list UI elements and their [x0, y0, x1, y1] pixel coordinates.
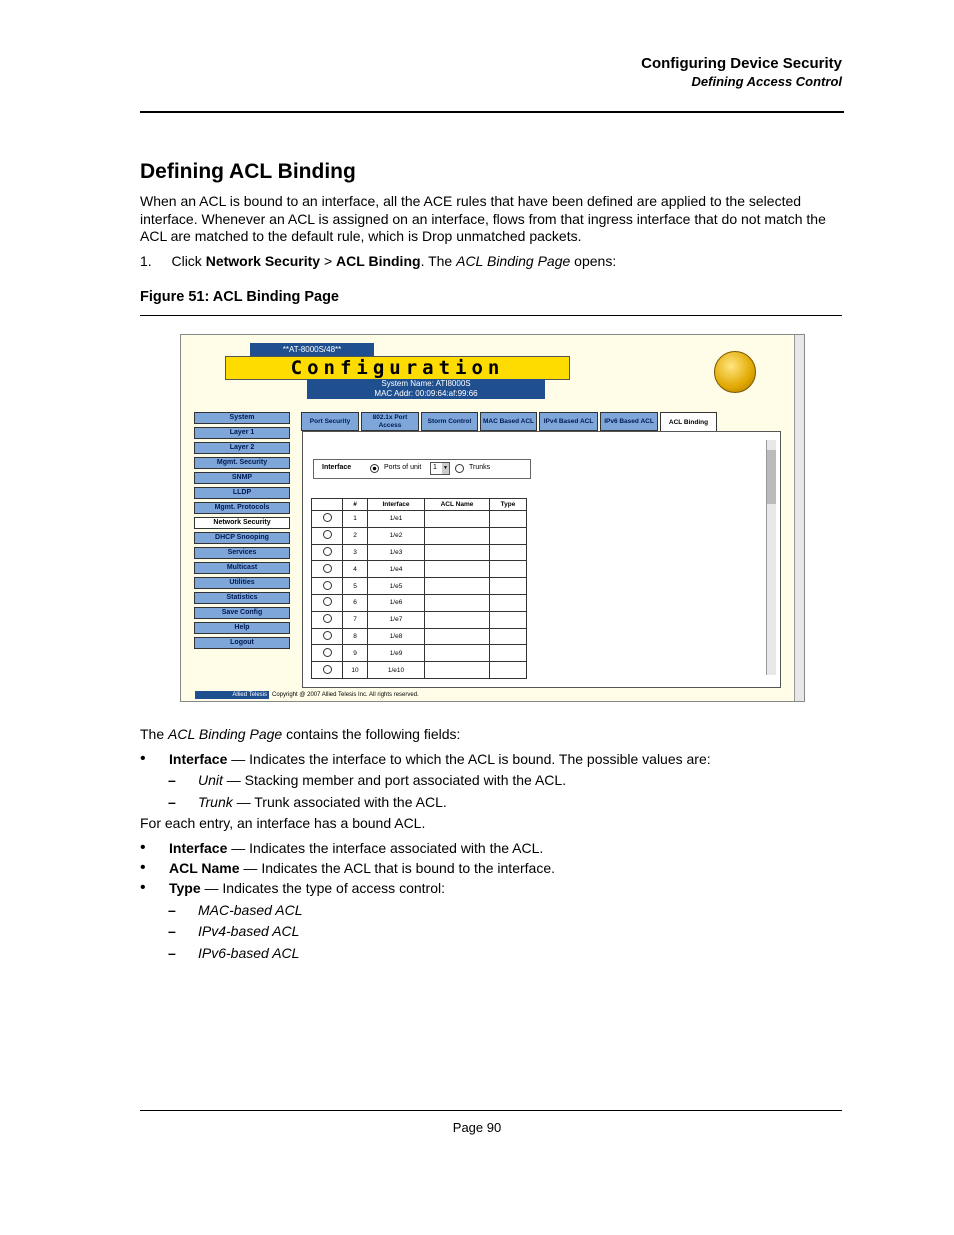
nav-button[interactable]: Layer 1	[194, 427, 290, 439]
allied-telesis-logo: Allied Telesis	[195, 691, 269, 699]
nav-button[interactable]: DHCP Snooping	[194, 532, 290, 544]
step-page-name: ACL Binding Page	[456, 253, 571, 269]
dash-term: Unit	[198, 772, 223, 788]
page-scrollbar[interactable]	[794, 335, 804, 701]
fields-intro-post: contains the following fields:	[286, 726, 461, 742]
row-acl-name	[425, 544, 490, 561]
step-1	[140, 253, 616, 269]
step-text: Click	[171, 253, 202, 269]
table-row	[312, 611, 527, 628]
page-number: Page 90	[452, 1120, 502, 1135]
nav-button[interactable]: LLDP	[194, 487, 290, 499]
inner-scroll-thumb[interactable]	[767, 450, 776, 504]
configuration-banner: Configuration	[225, 356, 570, 380]
row-number: 4	[343, 561, 368, 578]
row-interface: 1/e4	[368, 561, 425, 578]
row-select-cell	[312, 594, 343, 611]
nav-button[interactable]: Network Security	[194, 517, 290, 529]
row-number: 7	[343, 611, 368, 628]
interface-label: Interface	[322, 464, 352, 471]
row-select-cell	[312, 628, 343, 645]
row-acl-name	[425, 511, 490, 528]
row-type	[490, 578, 527, 595]
step-opens: opens:	[574, 253, 617, 269]
bullet-icon: •	[140, 879, 146, 896]
row-acl-name	[425, 527, 490, 544]
row-select-radio[interactable]	[323, 614, 332, 623]
row-type	[490, 611, 527, 628]
row-acl-name	[425, 594, 490, 611]
row-select-cell	[312, 561, 343, 578]
tab[interactable]: Storm Control	[421, 412, 478, 431]
interface-selector	[313, 459, 531, 479]
row-select-cell	[312, 527, 343, 544]
row-type	[490, 544, 527, 561]
row-select-cell	[312, 645, 343, 662]
dash-icon: –	[168, 794, 176, 810]
table-row	[312, 645, 527, 662]
table-row	[312, 594, 527, 611]
row-interface: 1/e1	[368, 511, 425, 528]
mac-address: MAC Addr: 00:09:64:af:99:66	[374, 389, 478, 398]
row-number: 9	[343, 645, 368, 662]
dash-term: IPv6-based ACL	[198, 945, 300, 961]
acl-binding-table	[311, 498, 527, 679]
nav-button[interactable]: Services	[194, 547, 290, 559]
row-select-radio[interactable]	[323, 513, 332, 522]
fields-intro-page: ACL Binding Page	[168, 726, 283, 742]
trunks-radio[interactable]	[455, 464, 464, 473]
row-interface: 1/e3	[368, 544, 425, 561]
row-select-radio[interactable]	[323, 547, 332, 556]
model-label: **AT-8000S/48**	[250, 343, 374, 356]
tab[interactable]: Port Security	[301, 412, 359, 431]
dash-term: IPv4-based ACL	[198, 923, 300, 939]
table-row	[312, 527, 527, 544]
step-nav-acl-binding: ACL Binding	[336, 253, 421, 269]
bullet-icon: •	[140, 750, 146, 767]
inner-scrollbar[interactable]	[766, 440, 776, 675]
row-number: 8	[343, 628, 368, 645]
running-header-subtitle: Defining Access Control	[691, 74, 842, 89]
system-info	[307, 379, 545, 399]
tab[interactable]: IPv4 Based ACL	[539, 412, 598, 431]
dash-icon: –	[168, 923, 176, 939]
acl-binding-panel	[302, 431, 781, 688]
step-the: . The	[420, 253, 453, 269]
row-interface: 1/e6	[368, 594, 425, 611]
table-row	[312, 578, 527, 595]
row-acl-name	[425, 628, 490, 645]
row-type	[490, 561, 527, 578]
section-title: Defining ACL Binding	[140, 160, 356, 183]
nav-button[interactable]: Multicast	[194, 562, 290, 574]
row-select-radio[interactable]	[323, 631, 332, 640]
unit-select-value: 1	[433, 464, 437, 471]
row-interface: 1/e10	[368, 662, 425, 679]
tab[interactable]: ACL Binding	[660, 412, 717, 432]
header-rule	[140, 111, 844, 113]
row-select-radio[interactable]	[323, 581, 332, 590]
bullet-term: Interface	[169, 751, 228, 767]
table-row	[312, 628, 527, 645]
bullet-desc: — Indicates the type of access control:	[200, 880, 445, 896]
row-select-cell	[312, 662, 343, 679]
table-row	[312, 561, 527, 578]
fields-intro-pre: The	[140, 726, 165, 742]
row-number: 10	[343, 662, 368, 679]
copyright-text: Copyright @ 2007 Allied Telesis Inc. All rights reserved.	[272, 692, 419, 698]
bullet-desc: — Indicates the interface to which the ACL is bound. The possible values are:	[227, 751, 711, 767]
figure-rule	[140, 315, 842, 316]
chevron-down-icon[interactable]: ▼	[442, 463, 449, 474]
dash-term: Trunk	[198, 794, 233, 810]
row-select-radio[interactable]	[323, 648, 332, 657]
select-column-header	[312, 499, 343, 511]
tab[interactable]: IPv6 Based ACL	[600, 412, 658, 431]
row-select-cell	[312, 578, 343, 595]
bullet-term: Type	[169, 880, 201, 896]
table-row	[312, 662, 527, 679]
running-header-title: Configuring Device Security	[641, 55, 842, 72]
step-nav-network-security: Network Security	[205, 253, 321, 269]
globe-icon	[714, 351, 756, 393]
row-type	[490, 527, 527, 544]
dash-icon: –	[168, 902, 176, 918]
nav-button[interactable]: Utilities	[194, 577, 290, 589]
row-interface: 1/e7	[368, 611, 425, 628]
bullet-desc: — Indicates the interface associated with the ACL.	[227, 840, 544, 856]
row-interface: 1/e8	[368, 628, 425, 645]
tab[interactable]: 802.1x Port Access	[361, 412, 419, 431]
column-header-type: Type	[490, 499, 527, 511]
bullet-icon: •	[140, 839, 146, 856]
trunks-label: Trunks	[469, 464, 491, 471]
row-number: 2	[343, 527, 368, 544]
row-number: 3	[343, 544, 368, 561]
row-select-cell	[312, 511, 343, 528]
step-number: 1.	[140, 253, 152, 269]
nav-button[interactable]: Mgmt. Security	[194, 457, 290, 469]
bullet-term: Interface	[169, 840, 228, 856]
row-acl-name	[425, 578, 490, 595]
step-separator: >	[323, 253, 333, 269]
fields-intro	[140, 726, 460, 742]
row-type	[490, 628, 527, 645]
row-select-radio[interactable]	[323, 564, 332, 573]
row-type	[490, 645, 527, 662]
row-number: 1	[343, 511, 368, 528]
dash-icon: –	[168, 945, 176, 961]
dash-desc: — Stacking member and port associated with the ACL.	[222, 772, 567, 788]
row-type	[490, 662, 527, 679]
unit-select[interactable]	[430, 462, 450, 475]
nav-button[interactable]: Save Config	[194, 607, 290, 619]
footer-rule	[140, 1110, 842, 1111]
row-interface: 1/e5	[368, 578, 425, 595]
table-row	[312, 544, 527, 561]
row-number: 5	[343, 578, 368, 595]
each-entry-text: For each entry, an interface has a bound ACL.	[140, 815, 426, 831]
bullet-term: ACL Name	[169, 860, 240, 876]
row-select-cell	[312, 544, 343, 561]
dash-desc: — Trunk associated with the ACL.	[232, 794, 447, 810]
dash-term: MAC-based ACL	[198, 902, 303, 918]
dash-icon: –	[168, 772, 176, 788]
row-number: 6	[343, 594, 368, 611]
nav-button[interactable]: System	[194, 412, 290, 424]
nav-button[interactable]: Statistics	[194, 592, 290, 604]
table-row	[312, 511, 527, 528]
row-type	[490, 594, 527, 611]
row-select-radio[interactable]	[323, 530, 332, 539]
row-acl-name	[425, 561, 490, 578]
figure-caption: Figure 51: ACL Binding Page	[140, 289, 339, 305]
column-header-interface: Interface	[368, 499, 425, 511]
row-select-cell	[312, 611, 343, 628]
row-acl-name	[425, 662, 490, 679]
row-select-radio[interactable]	[323, 665, 332, 674]
column-header-number: #	[343, 499, 368, 511]
nav-button[interactable]: Layer 2	[194, 442, 290, 454]
row-type	[490, 511, 527, 528]
system-name: System Name: ATI8000S	[381, 379, 471, 388]
ports-of-unit-radio[interactable]	[370, 464, 379, 473]
nav-button[interactable]: SNMP	[194, 472, 290, 484]
bullet-desc: — Indicates the ACL that is bound to the interface.	[239, 860, 555, 876]
acl-binding-screenshot	[180, 334, 805, 702]
row-interface: 1/e2	[368, 527, 425, 544]
nav-button[interactable]: Mgmt. Protocols	[194, 502, 290, 514]
ports-of-unit-label: Ports of unit	[384, 464, 422, 471]
intro-paragraph: When an ACL is bound to an interface, all the ACE rules that have been defined are applied to the selected interface. Whenever an ACL is assigned on an interface, flows from that ingress interface that do not match the ACL are matched to the default rule, which is Drop unmatched packets.	[140, 193, 826, 244]
nav-button[interactable]: Help	[194, 622, 290, 634]
row-interface: 1/e9	[368, 645, 425, 662]
row-acl-name	[425, 611, 490, 628]
row-select-radio[interactable]	[323, 597, 332, 606]
column-header-acl-name: ACL Name	[425, 499, 490, 511]
row-acl-name	[425, 645, 490, 662]
tab[interactable]: MAC Based ACL	[480, 412, 537, 431]
bullet-icon: •	[140, 859, 146, 876]
nav-button[interactable]: Logout	[194, 637, 290, 649]
